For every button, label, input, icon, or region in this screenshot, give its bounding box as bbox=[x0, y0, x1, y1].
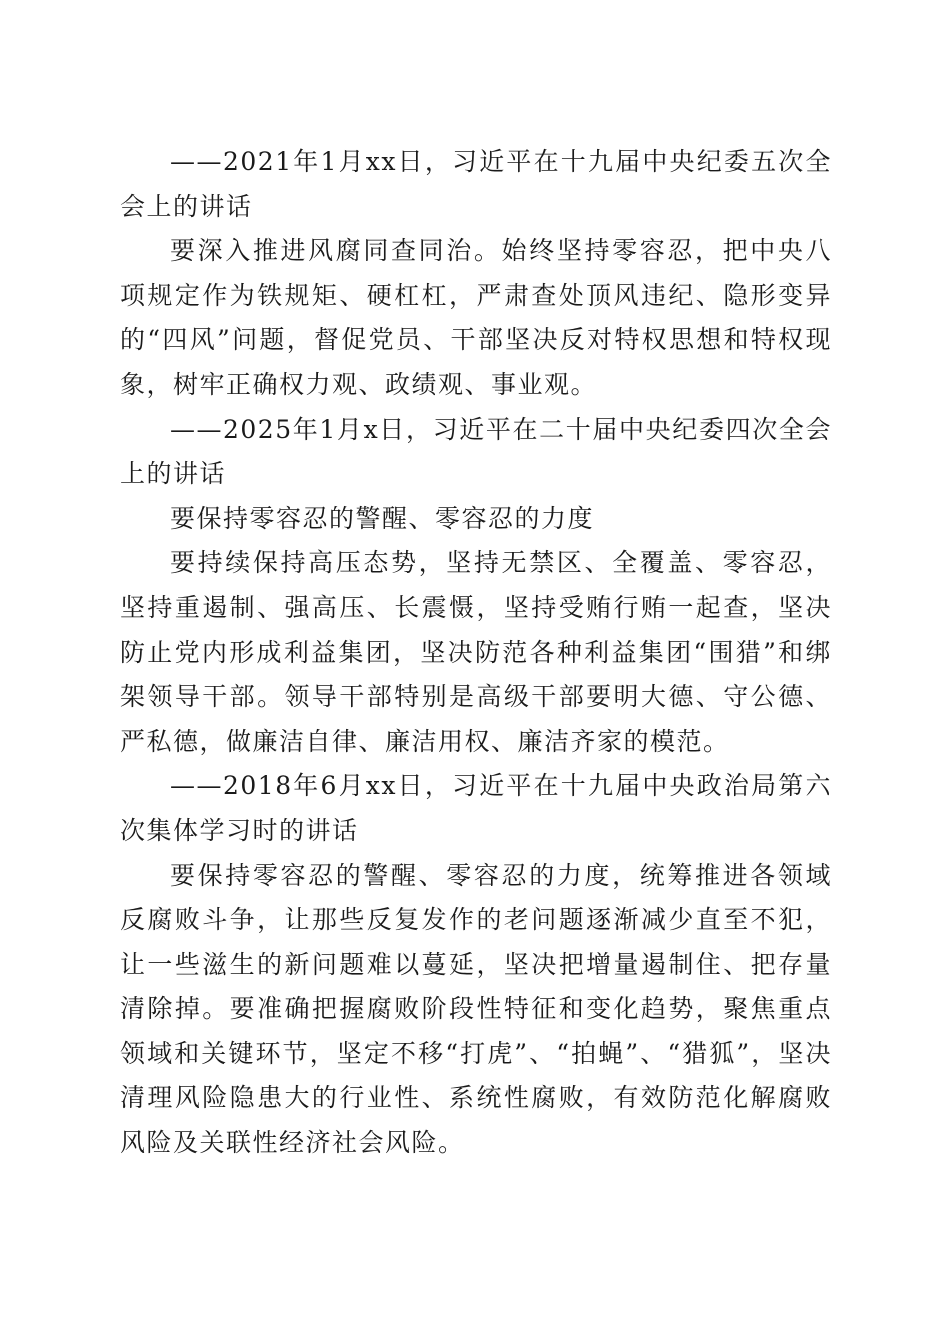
body-paragraph: 要持续保持高压态势，坚持无禁区、全覆盖、零容忍，坚持重遏制、强高压、长震慑，坚持受贿行贿一起查，坚决防止党内形成利益集团，坚决防范各种利益集团“围猎”和绑架领导干部。领导干部特别是高级干部要明大德、守公德、严私德，做廉洁自律、廉洁用权、廉洁齐家的模范。 bbox=[120, 548, 832, 756]
body-paragraph: 要深入推进风腐同查同治。始终坚持零容忍，把中央八项规定作为铁规矩、硬杠杠，严肃查处顶风违纪、隐形变异的“四风”问题，督促党员、干部坚决反对特权思想和特权现象，树牢正确权力观、政绩观、事业观。 bbox=[120, 236, 832, 399]
source-citation-2025: ——2025年1月x日，习近平在二十届中央纪委四次全会上的讲话 bbox=[120, 414, 832, 489]
source-citation-2021: ——2021年1月xx日，习近平在十九届中央纪委五次全会上的讲话 bbox=[120, 147, 832, 221]
body-paragraph: 要保持零容忍的警醒、零容忍的力度，统筹推进各领域反腐败斗争，让那些反复发作的老问题逐渐减少直至不犯，让一些滋生的新问题难以蔓延，坚决把增量遏制住、把存量清除掉。要准确把握腐败阶段性特征和变化趋势，聚焦重点领域和关键环节，坚定不移“打虎”、“拍蝇”、“猎狐”，坚决清理风险隐患大的行业性、系统性腐败，有效防范化解腐败风险及关联性经济社会风险。 bbox=[120, 860, 832, 1158]
document-body bbox=[120, 140, 832, 1166]
body-paragraph-heading: 要保持零容忍的警醒、零容忍的力度 bbox=[170, 503, 595, 533]
source-citation-2018: ——2018年6月xx日，习近平在十九届中央政治局第六次集体学习时的讲话 bbox=[120, 771, 832, 845]
